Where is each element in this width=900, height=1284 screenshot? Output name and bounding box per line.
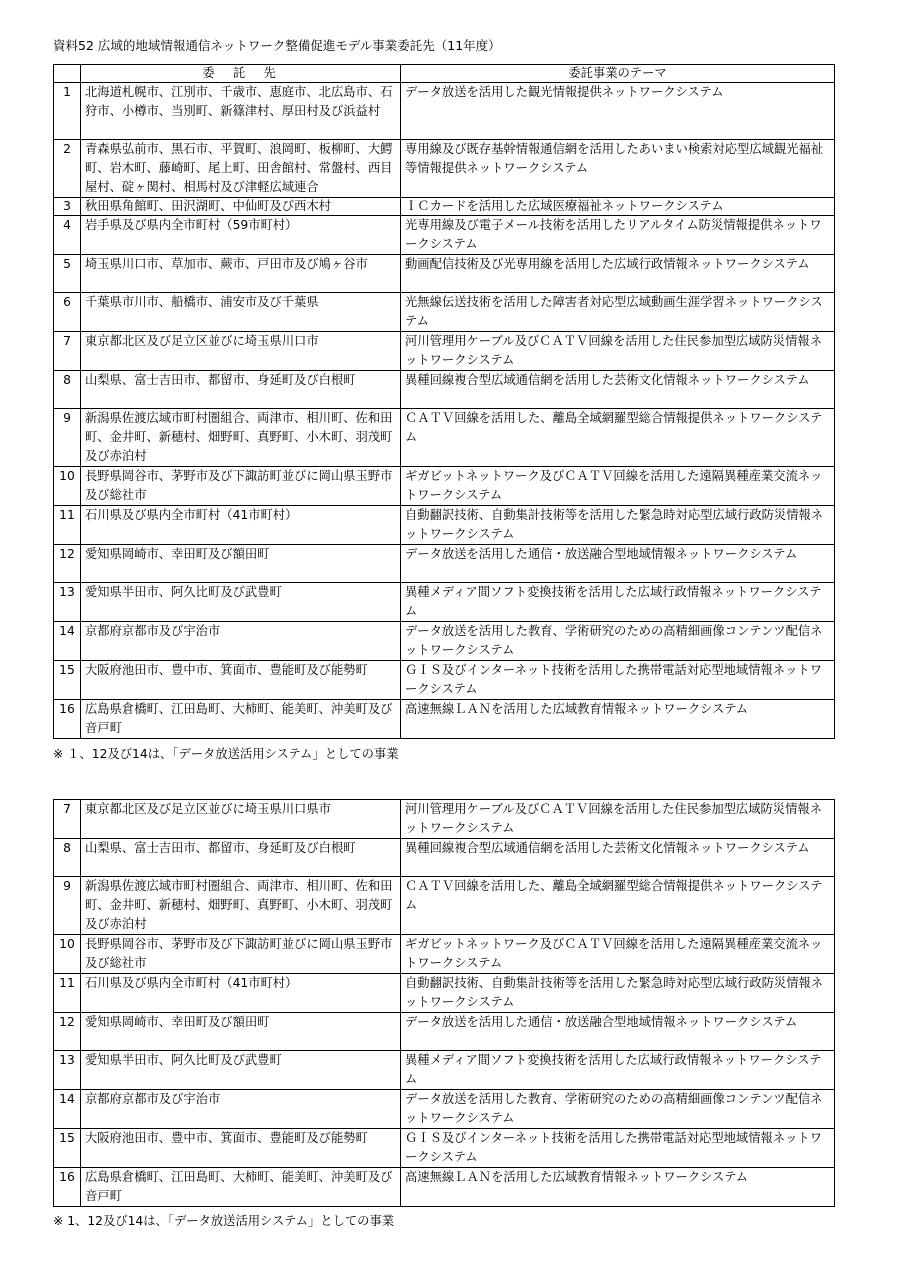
header-itakusaki: 委 託 先 — [81, 65, 401, 83]
footnote: ※ １、12及び14は、「データ放送活用システム」としての事業 — [53, 747, 399, 761]
row-itakusaki: 東京都北区及び足立区並びに埼玉県川口市 — [81, 332, 401, 371]
row-number: 5 — [54, 255, 81, 293]
row-itakusaki: 広島県倉橋町、江田島町、大柿町、能美町、沖美町及び音戸町 — [81, 700, 401, 739]
row-number: 13 — [54, 1051, 81, 1090]
row-number: 14 — [54, 1090, 81, 1129]
row-itakusaki: 愛知県岡崎市、幸田町及び額田町 — [81, 1013, 401, 1051]
row-theme: 動画配信技術及び光専用線を活用した広域行政情報ネットワークシステム — [401, 255, 835, 293]
row-theme: 光無線伝送技術を活用した障害者対応型広域動画生涯学習ネットワークシステム — [401, 293, 835, 332]
row-theme: データ放送を活用した教育、学術研究のための高精細画像コンテンツ配信ネットワークシステム — [401, 1090, 835, 1129]
table-row — [54, 198, 835, 216]
row-number: 7 — [54, 332, 81, 371]
table-row — [54, 877, 835, 935]
table-row — [54, 371, 835, 409]
row-number: 10 — [54, 467, 81, 506]
table-row — [54, 545, 835, 583]
row-theme: 河川管理用ケーブル及びＣＡＴＶ回線を活用した住民参加型広域防災情報ネットワークシステム — [401, 800, 835, 839]
row-theme: 専用線及び既存基幹情報通信網を活用したあいまい検索対応型広域観光福祉等情報提供ネットワークシステム — [401, 140, 835, 198]
row-number: 6 — [54, 293, 81, 332]
row-number: 16 — [54, 1168, 81, 1207]
table-row — [54, 467, 835, 506]
row-number: 8 — [54, 839, 81, 877]
row-number: 15 — [54, 661, 81, 700]
table-row — [54, 583, 835, 622]
row-theme: 自動翻訳技術、自動集計技術等を活用した緊急時対応型広域行政防災情報ネットワークシステム — [401, 506, 835, 545]
row-theme: 異種メディア間ソフト変換技術を活用した広域行政情報ネットワークシステム — [401, 1051, 835, 1090]
table-row — [54, 216, 835, 255]
row-theme: ギガビットネットワーク及びＣＡＴＶ回線を活用した遠隔異種産業交流ネットワークシステム — [401, 935, 835, 974]
row-itakusaki: 北海道札幌市、江別市、千歳市、恵庭市、北広島市、石狩市、小樽市、当別町、新篠津村、厚田村及び浜益村 — [81, 83, 401, 140]
row-itakusaki: 千葉県市川市、船橋市、浦安市及び千葉県 — [81, 293, 401, 332]
row-theme: データ放送を活用した教育、学術研究のための高精細画像コンテンツ配信ネットワークシステム — [401, 622, 835, 661]
contract-table — [53, 64, 835, 739]
row-number: 11 — [54, 506, 81, 545]
row-number: 11 — [54, 974, 81, 1013]
row-itakusaki: 東京都北区及び足立区並びに埼玉県川口県市 — [81, 800, 401, 839]
row-itakusaki: 岩手県及び県内全市町村（59市町村） — [81, 216, 401, 255]
table-row — [54, 293, 835, 332]
row-number: 4 — [54, 216, 81, 255]
row-theme: ＧＩＳ及びインターネット技術を活用した携帯電話対応型地域情報ネットワークシステム — [401, 661, 835, 700]
table-row — [54, 332, 835, 371]
table-row — [54, 506, 835, 545]
table-row — [54, 1090, 835, 1129]
row-itakusaki: 京都府京都市及び宇治市 — [81, 1090, 401, 1129]
row-itakusaki: 山梨県、富士吉田市、都留市、身延町及び白根町 — [81, 839, 401, 877]
row-itakusaki: 石川県及び県内全市町村（41市町村） — [81, 506, 401, 545]
row-theme: データ放送を活用した通信・放送融合型地域情報ネットワークシステム — [401, 545, 835, 583]
row-itakusaki: 愛知県半田市、阿久比町及び武豊町 — [81, 583, 401, 622]
document-title: 資料52 広域的地域情報通信ネットワーク整備促進モデル事業委託先（11年度） — [53, 38, 501, 53]
row-number: 16 — [54, 700, 81, 739]
row-itakusaki: 愛知県岡崎市、幸田町及び額田町 — [81, 545, 401, 583]
row-theme: 高速無線ＬＡＮを活用した広域教育情報ネットワークシステム — [401, 1168, 835, 1207]
row-theme: ＣＡＴＶ回線を活用した、離島全域網羅型総合情報提供ネットワークシステム — [401, 409, 835, 467]
row-itakusaki: 愛知県半田市、阿久比町及び武豊町 — [81, 1051, 401, 1090]
table-row — [54, 700, 835, 739]
row-theme: データ放送を活用した通信・放送融合型地域情報ネットワークシステム — [401, 1013, 835, 1051]
table-row — [54, 974, 835, 1013]
table-header-row — [54, 65, 835, 83]
row-number: 3 — [54, 198, 81, 216]
row-number: 10 — [54, 935, 81, 974]
table-row — [54, 800, 835, 839]
table-row — [54, 622, 835, 661]
row-itakusaki: 大阪府池田市、豊中市、箕面市、豊能町及び能勢町 — [81, 661, 401, 700]
row-number: 7 — [54, 800, 81, 839]
row-number: 8 — [54, 371, 81, 409]
row-theme: ギガビットネットワーク及びＣＡＴＶ回線を活用した遠隔異種産業交流ネットワークシステム — [401, 467, 835, 506]
row-itakusaki: 大阪府池田市、豊中市、箕面市、豊能町及び能勢町 — [81, 1129, 401, 1168]
row-theme: ＣＡＴＶ回線を活用した、離島全域網羅型総合情報提供ネットワークシステム — [401, 877, 835, 935]
row-number: 2 — [54, 140, 81, 198]
row-number: 9 — [54, 409, 81, 467]
header-theme: 委託事業のテーマ — [401, 65, 835, 83]
row-itakusaki: 長野県岡谷市、茅野市及び下諏訪町並びに岡山県玉野市及び総社市 — [81, 467, 401, 506]
row-theme: 異種回線複合型広域通信網を活用した芸術文化情報ネットワークシステム — [401, 839, 835, 877]
row-itakusaki: 山梨県、富士吉田市、都留市、身延町及び白根町 — [81, 371, 401, 409]
table-row — [54, 1129, 835, 1168]
table-row — [54, 1051, 835, 1090]
footnote-continued: ※ 1、12及び14は、「データ放送活用システム」としての事業 — [53, 1214, 395, 1228]
row-itakusaki: 広島県倉橋町、江田島町、大柿町、能美町、沖美町及び音戸町 — [81, 1168, 401, 1207]
row-number: 12 — [54, 1013, 81, 1051]
table-row — [54, 409, 835, 467]
table-row — [54, 1013, 835, 1051]
row-number: 9 — [54, 877, 81, 935]
table-row — [54, 661, 835, 700]
row-theme: 異種メディア間ソフト変換技術を活用した広域行政情報ネットワークシステム — [401, 583, 835, 622]
row-number: 14 — [54, 622, 81, 661]
contract-table-continued — [53, 799, 835, 1207]
row-theme: ＩＣカードを活用した広域医療福祉ネットワークシステム — [401, 198, 835, 216]
row-number: 15 — [54, 1129, 81, 1168]
table-row — [54, 1168, 835, 1207]
row-itakusaki: 石川県及び県内全市町村（41市町村） — [81, 974, 401, 1013]
row-itakusaki: 秋田県角館町、田沢湖町、中仙町及び西木村 — [81, 198, 401, 216]
row-itakusaki: 新潟県佐渡広域市町村圏組合、両津市、相川町、佐和田町、金井町、新穂村、畑野町、真野町、小木町、羽茂町及び赤泊村 — [81, 877, 401, 935]
row-theme: 異種回線複合型広域通信網を活用した芸術文化情報ネットワークシステム — [401, 371, 835, 409]
row-theme: ＧＩＳ及びインターネット技術を活用した携帯電話対応型地域情報ネットワークシステム — [401, 1129, 835, 1168]
table-row — [54, 140, 835, 198]
row-itakusaki: 青森県弘前市、黒石市、平賀町、浪岡町、板柳町、大鰐町、岩木町、藤崎町、尾上町、田舎館村、常盤村、西目屋村、碇ヶ関村、相馬村及び津軽広域連合 — [81, 140, 401, 198]
header-no — [54, 65, 81, 83]
row-itakusaki: 新潟県佐渡広域市町村圏組合、両津市、相川町、佐和田町、金井町、新穂村、畑野町、真野町、小木町、羽茂町及び赤泊村 — [81, 409, 401, 467]
row-itakusaki: 埼玉県川口市、草加市、蕨市、戸田市及び鳩ヶ谷市 — [81, 255, 401, 293]
row-theme: 高速無線ＬＡＮを活用した広域教育情報ネットワークシステム — [401, 700, 835, 739]
row-theme: データ放送を活用した観光情報提供ネットワークシステム — [401, 83, 835, 140]
row-itakusaki: 京都府京都市及び宇治市 — [81, 622, 401, 661]
table-row — [54, 83, 835, 140]
row-itakusaki: 長野県岡谷市、茅野市及び下諏訪町並びに岡山県玉野市及び総社市 — [81, 935, 401, 974]
row-number: 12 — [54, 545, 81, 583]
table-row — [54, 935, 835, 974]
row-number: 13 — [54, 583, 81, 622]
row-theme: 河川管理用ケーブル及びＣＡＴＶ回線を活用した住民参加型広域防災情報ネットワークシステム — [401, 332, 835, 371]
table-row — [54, 255, 835, 293]
table-row — [54, 839, 835, 877]
row-number: 1 — [54, 83, 81, 140]
row-theme: 自動翻訳技術、自動集計技術等を活用した緊急時対応型広域行政防災情報ネットワークシステム — [401, 974, 835, 1013]
row-theme: 光専用線及び電子メール技術を活用したリアルタイム防災情報提供ネットワークシステム — [401, 216, 835, 255]
